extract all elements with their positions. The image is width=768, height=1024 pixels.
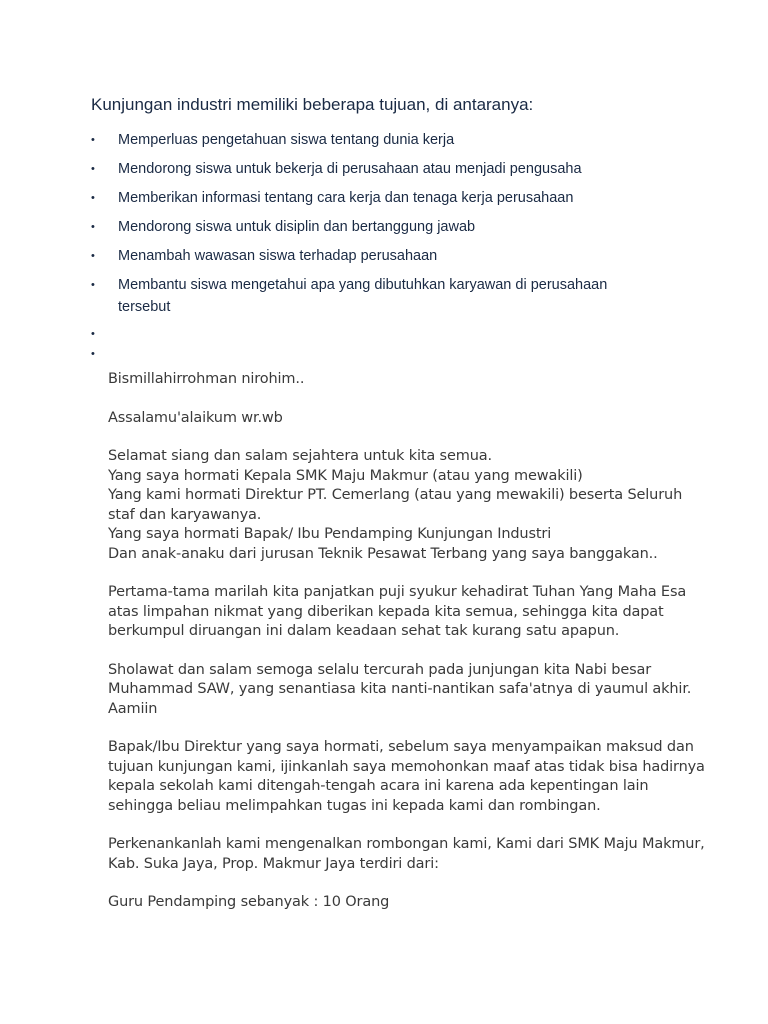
purpose-list [91, 129, 651, 365]
list-item [91, 187, 651, 209]
section-heading: Kunjungan industri memiliki beberapa tujuan, di antaranya: [91, 95, 534, 114]
list-item-text: Memperluas pengetahuan siswa tentang dunia kerja [118, 132, 455, 148]
paragraph-opening [108, 370, 708, 390]
text-line: Pertama-tama marilah kita panjatkan puji syukur kehadirat Tuhan Yang Maha Esa [108, 584, 687, 600]
text-line: Yang kami hormati Direktur PT. Cemerlang (atau yang mewakili) beserta Seluruh [108, 487, 683, 503]
list-item-empty [91, 325, 651, 343]
bullet-icon: • [91, 221, 95, 233]
text-line: Yang saya hormati Kepala SMK Maju Makmur (atau yang mewakili) [108, 467, 583, 484]
text-line: atas limpahan nikmat yang diberikan kepada kita semua, sehingga kita dapat [108, 603, 664, 620]
bullet-icon: • [91, 279, 95, 291]
paragraph-introduction [108, 835, 708, 874]
bullet-icon: • [91, 192, 95, 204]
text-line: Yang saya hormati Bapak/ Ibu Pendamping Kunjungan Industri [108, 526, 552, 542]
text-line: kepala sekolah kami ditengah-tengah acara ini karena ada kepentingan lain [108, 778, 649, 794]
text-line: Bapak/Ibu Direktur yang saya hormati, sebelum saya menyampaikan maksud dan [108, 739, 694, 755]
list-item-text: Menambah wawasan siswa terhadap perusahaan [118, 248, 438, 264]
list-item [91, 158, 651, 180]
list-item [91, 245, 651, 267]
text-line: Sholawat dan salam semoga selalu tercurah pada junjungan kita Nabi besar [108, 661, 652, 678]
text-line: Guru Pendamping sebanyak : 10 Orang [108, 894, 390, 910]
text-line: staf dan karyawanya. [108, 506, 262, 523]
text-line: Assalamu'alaikum wr.wb [108, 409, 283, 426]
paragraph-apology [108, 738, 708, 816]
bullet-icon: • [91, 134, 95, 146]
paragraph-sholawat [108, 661, 708, 720]
bullet-icon: • [91, 250, 95, 262]
list-item-empty [91, 345, 651, 363]
paragraph-greeting [108, 409, 708, 429]
list-item-text: Mendorong siswa untuk bekerja di perusahaan atau menjadi pengusaha [118, 161, 582, 177]
list-item-text: Memberikan informasi tentang cara kerja dan tenaga kerja perusahaan [118, 190, 574, 206]
list-item [91, 129, 651, 151]
text-line: berkumpul diruangan ini dalam keadaan sehat tak kurang satu apapun. [108, 623, 620, 639]
paragraph-members [108, 893, 708, 913]
text-line: Selamat siang dan salam sejahtera untuk kita semua. [108, 448, 492, 464]
text-line: Kab. Suka Jaya, Prop. Makmur Jaya terdiri dari: [108, 855, 439, 872]
bullet-icon: • [91, 348, 95, 360]
list-item-text: Mendorong siswa untuk disiplin dan bertanggung jawab [118, 219, 476, 235]
bullet-icon: • [91, 328, 95, 340]
text-line: Dan anak-anaku dari jurusan Teknik Pesawat Terbang yang saya banggakan.. [108, 545, 658, 562]
text-line: sehingga beliau melimpahkan tugas ini kepada kami dan rombingan. [108, 797, 601, 814]
paragraph-salutations [108, 447, 708, 564]
speech-text-image [108, 370, 708, 932]
paragraph-gratitude [108, 583, 708, 642]
bullet-icon: • [91, 163, 95, 175]
text-line: Perkenankanlah kami mengenalkan rombongan kami, Kami dari SMK Maju Makmur, [108, 836, 705, 852]
list-item [91, 274, 651, 318]
list-item-text: Membantu siswa mengetahui apa yang dibutuhkan karyawan di perusahaan tersebut [118, 277, 608, 315]
text-line: Muhammad SAW, yang senantiasa kita nanti-nantikan safa'atnya di yaumul akhir. [108, 681, 692, 697]
text-line: Aamiin [108, 700, 158, 717]
text-line: Bismillahirrohman nirohim.. [108, 371, 305, 387]
list-item [91, 216, 651, 238]
text-line: tujuan kunjungan kami, ijinkanlah saya memohonkan maaf atas tidak bisa hadirnya [108, 758, 705, 775]
